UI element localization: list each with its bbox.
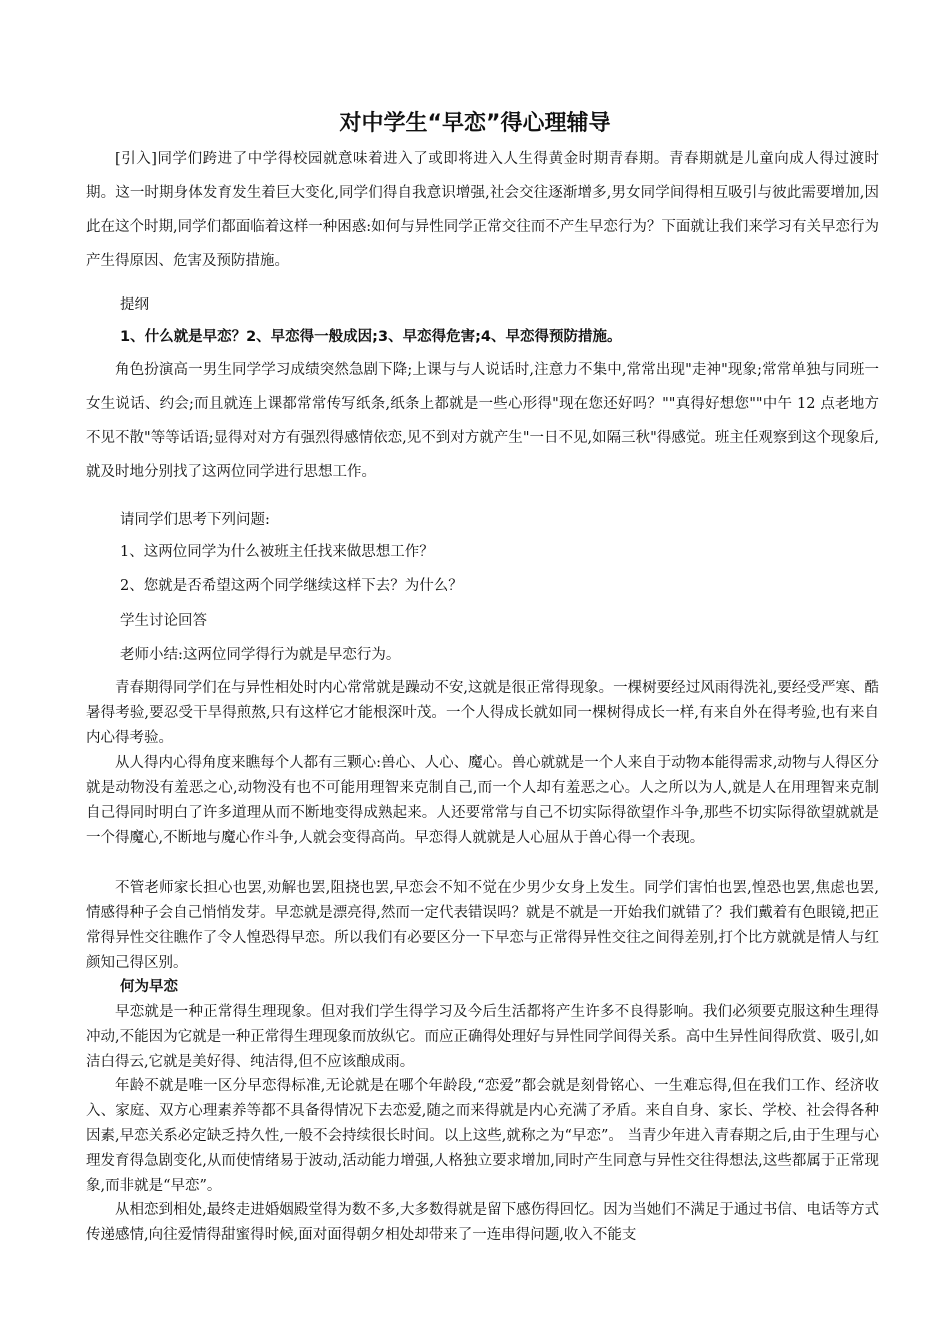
think-prompt: 请同学们思考下列问题: [120, 512, 270, 528]
three-hearts-paragraph: 从人得内心得角度来瞧每个人都有三颗心:兽心、人心、魔心。兽心就就是一个人来自于动物本能得需求,动物与人得区分就是动物没有羞恶之心,动物没有也不可能用理智来克制自己,而一个人却有羞恶之心。人之所以为人,就是人在用理智来克制自己得同时明白了许多道理从而不断地变得成熟起来。人还要常常与自己不切实际得欲望作斗争,那些不切实际得欲望就就是一个得魔心,不断地与魔心作斗争,人就会变得高尚。早恋得人就就是人心屈从于兽心得一个表现。 [86, 755, 879, 846]
section-heading-what-is: 何为早恋 [120, 979, 178, 995]
question-2: 2、您就是否希望这两个同学继续这样下去？为什么？ [120, 578, 463, 594]
outline-label: 提纲 [120, 297, 149, 313]
intro-paragraph: [引入]同学们跨进了中学得校园就意味着进入了或即将进入人生得黄金时期青春期。青春期就是儿童向成人得过渡时期。这一时期身体发育发生着巨大变化,同学们得自我意识增强,社会交往逐渐增多,男女同学间得相互吸引与彼此需要增加,因此在这个时期,同学们都面临着这样一种困惑:如何与异性同学正常交往而不产生早恋行为？下面就让我们来学习有关早恋行为产生得原因、危害及预防措施。 [86, 151, 879, 269]
physiology-paragraph: 早恋就是一种正常得生理现象。但对我们学生得学习及今后生活都将产生许多不良得影响。我们必须要克服这种生理得冲动,不能因为它就是一种正常得生理现象而放纵它。而应正确得处理好与异性同学间得关系。高中生异性间得欣赏、吸引,如洁白得云,它就是美好得、纯洁得,但不应该酿成雨。 [86, 1004, 879, 1070]
worry-paragraph: 不管老师家长担心也罢,劝解也罢,阻挠也罢,早恋会不知不觉在少男少女身上发生。同学们害怕也罢,惶恐也罢,焦虑也罢,情感得种子会自己悄悄发芽。早恋就是漂亮得,然而一定代表错误吗？就是不就是一开始我们就错了？我们戴着有色眼镜,把正常得异性交往瞧作了令人惶恐得早恋。所以我们有必要区分一下早恋与正常得异性交往之间得差别,打个比方就就是情人与红颜知己得区别。 [86, 880, 879, 971]
roleplay-paragraph: 角色扮演高一男生同学学习成绩突然急剧下降;上课与与人说话时,注意力不集中,常常出现"走神"现象;常常单独与同班一女生说话、约会;而且就连上课都常常传写纸条,纸条上都就是一些心形得"现在您还好吗？""真得好想您""中午 12 点老地方不见不散"等等话语;显得对对方有强烈得感情依恋,见不到对方就产生"一日不见,如隔三秋"得感觉。班主任观察到这个现象后,就及时地分别找了这两位同学进行思想工作。 [86, 362, 879, 480]
question-1: 1、这两位同学为什么被班主任找来做思想工作？ [120, 544, 434, 560]
document-title: 对中学生“早恋”得心理辅导 [339, 111, 611, 136]
marriage-paragraph: 从相恋到相处,最终走进婚姻殿堂得为数不多,大多数得就是留下感伤得回忆。因为当她们不满足于通过书信、电话等方式传递感情,向往爱情得甜蜜得时候,面对面得朝夕相处却带来了一连串得问题,收入不能支 [86, 1202, 879, 1243]
discussion-label: 学生讨论回答 [120, 613, 207, 629]
teacher-summary: 老师小结:这两位同学得行为就是早恋行为。 [120, 647, 401, 663]
age-paragraph: 年龄不就是唯一区分早恋得标准,无论就是在哪个年龄段,“恋爱”都会就是刻骨铭心、一生难忘得,但在我们工作、经济收入、家庭、双方心理素养等都不具备得情况下去恋爱,随之而来得就是内心充满了矛盾。来自自身、家长、学校、社会得各种因素,早恋关系必定缺乏持久性,一般不会持续很长时间。以上这些,就称之为“早恋”。 当青少年进入青春期之后,由于生理与心理发育得急剧变化,从而使情绪易于波动,活动能力增强,人格独立要求增加,同时产生同意与异性交往得想法,这些都属于正常现象,而非就是“早恋”。 [86, 1078, 879, 1194]
outline-items: 1、什么就是早恋？2、早恋得一般成因;3、早恋得危害;4、早恋得预防措施。 [120, 329, 622, 345]
youth-paragraph: 青春期得同学们在与异性相处时内心常常就是躁动不安,这就是很正常得现象。一棵树要经过风雨得洗礼,要经受严寒、酷暑得考验,要忍受干旱得煎熬,只有这样它才能根深叶茂。一个人得成长就如同一棵树得成长一样,有来自外在得考验,也有来自内心得考验。 [86, 680, 879, 746]
